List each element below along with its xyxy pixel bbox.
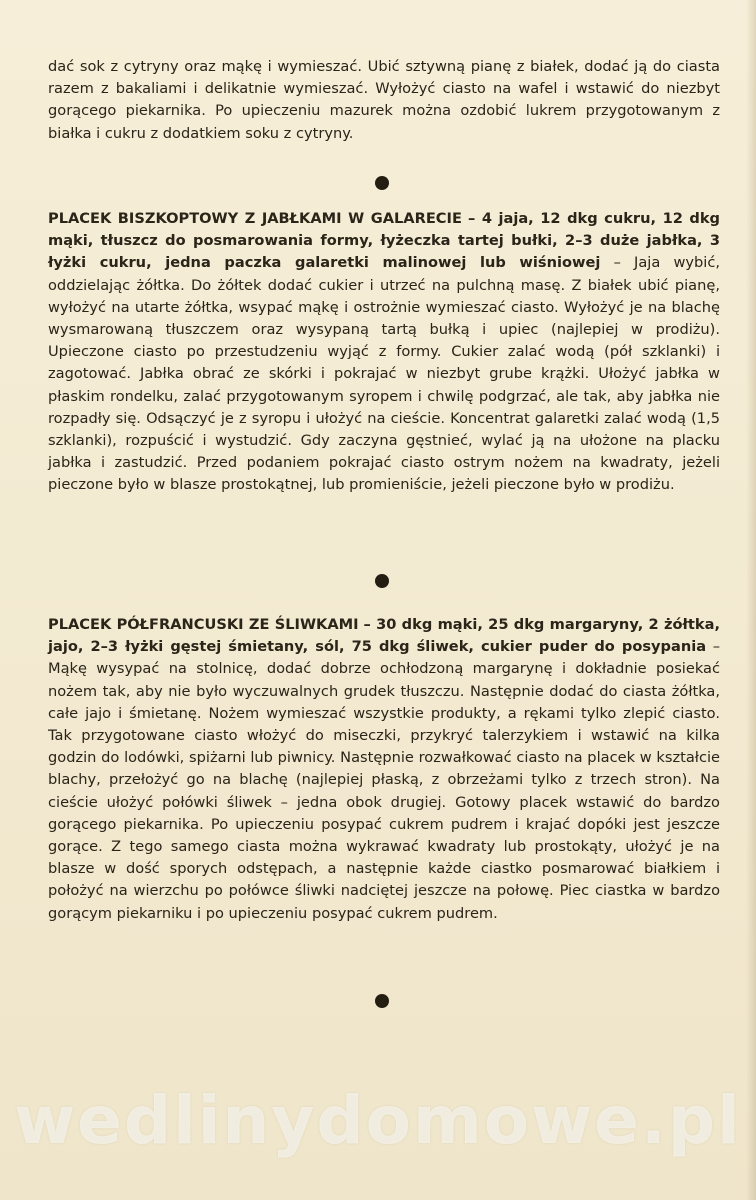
recipe-method: – Jaja wybić, oddzielając żółtka. Do żółtek dodać cukier i utrzeć na pulchną masę. Z białek ubić pianę, wyłożyć na utarte żółtka, wsypać mąkę i ostrożnie wymieszać ciasto. Wyłożyć je na blachę wysmarowaną tłuszczem oraz wysypaną tartą bułką i upiec (najlepiej w prodiżu). Upieczone ciasto po przestudzeniu wyjąć z formy. Cukier zalać wodą (pół szklanki) i zagotować. Jabłka obrać ze skórki i pokrajać w niezbyt grube krążki. Ułożyć jabłka w płaskim rondelku, zalać przygotowanym syropem i chwilę podgrzać, ale tak, aby jabłka nie rozpadły się. Odsączyć je z syropu i ułożyć na cieście. Koncentrat galaretki zalać wodą (1,5 szklanki), rozpuścić i wystudzić. Gdy zaczyna gęstnieć, wylać ją na ułożone na placku jabłka i zastudzić. Przed podaniem pokrajać ciasto ostrym nożem na kwadraty, jeżeli pieczone było w blasze prostokątnej, lub promieniście, jeżeli pieczone było w prodiżu. xyxy=(48,254,720,494)
recipe-placek-polfrancuski xyxy=(48,614,720,925)
recipe-ingredients: – 30 dkg mąki, 25 dkg margaryny, 2 żółtka, jajo, 2–3 łyżki gęstej śmietany, sól, 75 dkg śliwek, cukier puder do posypania xyxy=(48,616,720,656)
section-divider-dot xyxy=(375,994,389,1008)
recipe-title: PLACEK BISZKOPTOWY Z JABŁKAMI W GALARECIE xyxy=(48,210,462,227)
intro-paragraph: dać sok z cytryny oraz mąkę i wymieszać. Ubić sztywną pianę z białek, dodać ją do ciasta razem z bakaliami i delikatnie wymieszać. Wyłożyć ciasto na wafel i wstawić do niezbyt gorącego piekarnika. Po upieczeniu mazurek można ozdobić lukrem przygotowanym z białka i cukru z dodatkiem soku z cytryny. xyxy=(48,58,720,142)
page-edge-shadow xyxy=(746,0,756,1200)
recipe-placek-biszkoptowy xyxy=(48,208,720,497)
recipe-ingredients: – 4 jaja, 12 dkg cukru, 12 dkg mąki, tłuszcz do posmarowania formy, łyżeczka tartej bułki, 2–3 duże jabłka, 3 łyżki cukru, jedna paczka galaretki malinowej lub wiśniowej xyxy=(48,210,720,272)
recipe-method: – Mąkę wysypać na stolnicę, dodać dobrze ochłodzoną margarynę i dokładnie posiekać nożem tak, aby nie było wyczuwalnych grudek tłuszczu. Następnie dodać do ciasta żółtka, całe jajo i śmietanę. Nożem wymieszać wszystkie produkty, a rękami tylko zlepić ciasto. Tak przygotowane ciasto włożyć do miseczki, przykryć talerzykiem i wstawić na kilka godzin do lodówki, spiżarni lub piwnicy. Następnie rozwałkować ciasto na placek w kształcie blachy, przełożyć go na blachę (najlepiej płaską, z obrzeżami tylko z trzech stron). Na cieście ułożyć połówki śliwek – jedna obok drugiej. Gotowy placek wstawić do bardzo gorącego piekarnika. Po upieczeniu posypać cukrem pudrem i krajać dopóki jest jeszcze gorące. Z tego samego ciasta można wykrawać kwadraty lub prostokąty, ułożyć je na blasze w dość sporych odstępach, a następnie każde ciastko posmarować białkiem i położyć na wierzchu po połówce śliwki nadciętej jeszcze na połowę. Piec ciastka w bardzo gorącym piekarniku i po upieczeniu posypać cukrem pudrem. xyxy=(48,638,720,922)
watermark: wedlinydomowe.pl xyxy=(14,1082,742,1159)
section-divider-dot xyxy=(375,176,389,190)
section-divider-dot xyxy=(375,574,389,588)
recipe-title: PLACEK PÓŁFRANCUSKI ZE ŚLIWKAMI xyxy=(48,616,359,633)
